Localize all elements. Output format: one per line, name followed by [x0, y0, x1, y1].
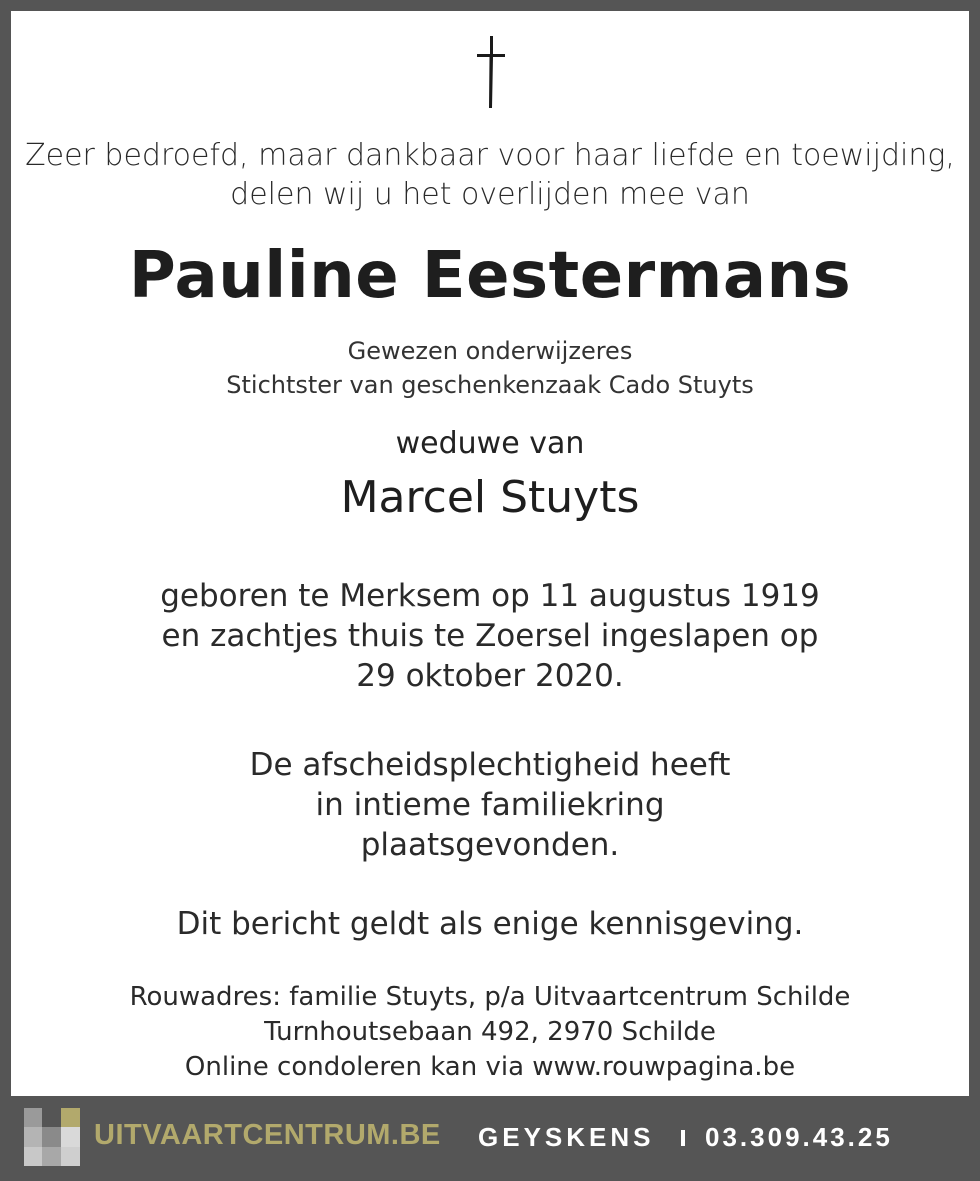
footer-bar	[0, 1100, 980, 1181]
intro-line: Zeer bedroefd, maar dankbaar voor haar liefde en toewijding,	[25, 138, 955, 173]
dates-text	[0, 576, 980, 696]
roles	[0, 334, 980, 402]
stacked-squares-logo-icon	[24, 1108, 80, 1166]
ceremony-line: De afscheidsplechtigheid heeft	[249, 747, 731, 783]
role-line: Gewezen onderwijzeres	[347, 337, 633, 365]
role-line: Stichtster van geschenkenzaak Cado Stuyts	[226, 371, 754, 399]
cross-icon	[471, 34, 511, 110]
ceremony-text	[0, 745, 980, 865]
dates-line: 29 oktober 2020.	[356, 658, 624, 694]
ceremony-line: plaatsgevonden.	[360, 827, 620, 863]
dates-line: geboren te Merksem op 11 augustus 1919	[160, 578, 820, 614]
funeral-home-name: GEYSKENS	[478, 1122, 655, 1152]
separator	[681, 1130, 685, 1146]
deceased-name: Pauline Eestermans	[128, 239, 852, 313]
phone-number: 03.309.43.25	[705, 1122, 893, 1152]
contact-line: Rouwadres: familie Stuyts, p/a Uitvaartcentrum Schilde	[129, 982, 851, 1012]
contact-text	[0, 980, 980, 1085]
intro-line: delen wij u het overlijden mee van	[230, 177, 750, 212]
intro-text	[0, 136, 980, 214]
spouse-name: Marcel Stuyts	[340, 472, 640, 523]
widow-label: weduwe van	[395, 426, 585, 461]
contact-line: Online condoleren kan via www.rouwpagina.be	[184, 1052, 796, 1082]
dates-line: en zachtjes thuis te Zoersel ingeslapen op	[161, 618, 819, 654]
notice-text: Dit bericht geldt als enige kennisgeving.	[176, 906, 804, 942]
ceremony-line: in intieme familiekring	[315, 787, 665, 823]
contact-line: Turnhoutsebaan 492, 2970 Schilde	[264, 1017, 716, 1047]
brand-name: UITVAARTCENTRUM.BE	[94, 1119, 441, 1151]
